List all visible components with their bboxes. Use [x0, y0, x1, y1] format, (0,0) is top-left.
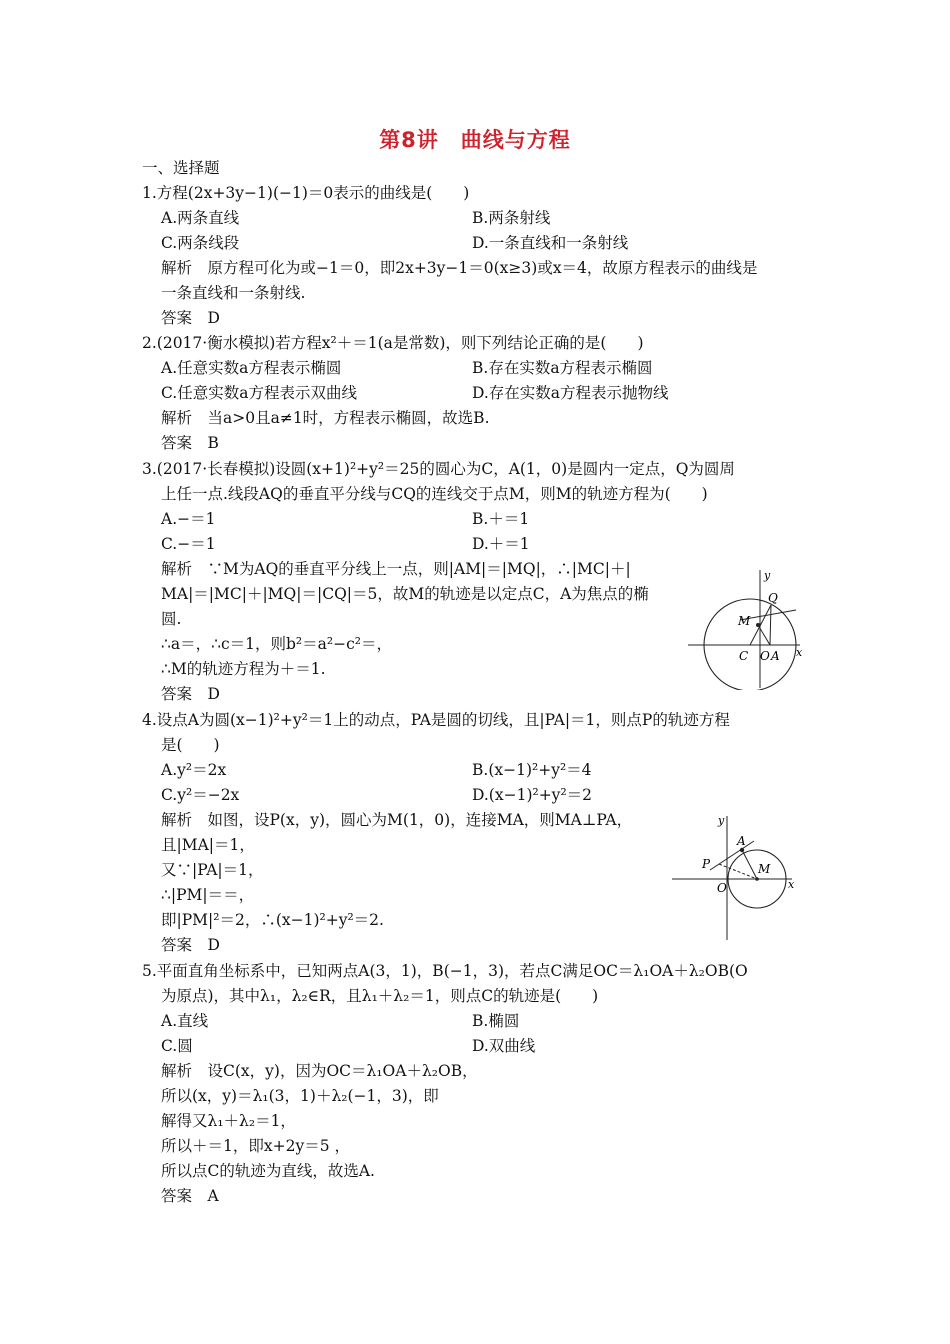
q3-option-d: D.＋＝1 — [472, 535, 530, 553]
point-m — [756, 623, 760, 627]
point-a — [740, 848, 744, 852]
q1-stem: 1.方程(2x+3y−1)(−1)＝0表示的曲线是( ) — [142, 184, 470, 202]
q1-option-d: D.一条直线和一条射线 — [472, 234, 629, 252]
point-p-label: P — [702, 857, 711, 871]
q5-solution-line: 所以(x，y)＝λ₁(3，1)＋λ₂(−1，3)，即 — [161, 1087, 439, 1105]
q1-option-b: B.两条射线 — [472, 209, 551, 227]
origin-label: O — [760, 649, 770, 663]
point-c-label: C — [739, 649, 749, 663]
q1-solution-line: 解析 原方程可化为或−1＝0，即2x+3y−1＝0(x≥3)或x＝4，故原方程表示的曲线是 — [161, 259, 758, 277]
segment-ma — [742, 850, 757, 879]
q2-option-a: A.任意实数a方程表示椭圆 — [161, 359, 342, 377]
q5-option-a: A.直线 — [161, 1012, 209, 1030]
q4-option-b: B.(x−1)²+y²＝4 — [472, 761, 592, 779]
q2-answer: 答案 B — [161, 434, 219, 452]
q1-answer: 答案 D — [161, 309, 220, 327]
q5-answer: 答案 A — [161, 1187, 219, 1205]
q3-answer: 答案 D — [161, 685, 220, 703]
y-axis-label: y — [718, 814, 725, 827]
q5-option-c: C.圆 — [161, 1037, 193, 1055]
point-m-label: M — [758, 862, 771, 876]
segment-pm — [719, 864, 757, 879]
q5-stem: 5.平面直角坐标系中，已知两点A(3，1)，B(−1，3)，若点C满足OC＝λ₁OA＋λ₂OB(O — [142, 962, 748, 980]
q4-option-c: C.y²＝−2x — [161, 786, 240, 804]
q3-solution-line: 圆. — [161, 610, 182, 628]
q4-answer: 答案 D — [161, 936, 220, 954]
y-axis-label: y — [764, 569, 771, 582]
q4-solution-line: 即|PM|²＝2，∴(x−1)²+y²＝2. — [161, 911, 384, 929]
point-q-label: Q — [768, 591, 778, 605]
q5-solution-line: 解得又λ₁＋λ₂＝1， — [161, 1112, 296, 1130]
q2-option-c: C.任意实数a方程表示双曲线 — [161, 384, 357, 402]
q2-solution-line: 解析 当a>0且a≠1时，方程表示椭圆，故选B. — [161, 409, 490, 427]
q3-solution-line: 解析 ∵M为AQ的垂直平分线上一点，则|AM|＝|MQ|，∴|MC|＋| — [161, 560, 631, 578]
tangent-line — [710, 841, 754, 870]
q3-option-c: C.−＝1 — [161, 535, 216, 553]
q4-solution-line: 解析 如图，设P(x，y)，圆心为M(1，0)，连接MA，则MA⊥PA， — [161, 811, 633, 829]
q3-solution-line: ∴M的轨迹方程为＋＝1. — [161, 660, 326, 678]
segment-aq — [770, 605, 771, 645]
q4-stem: 4.设点A为圆(x−1)²+y²＝1上的动点，PA是圆的切线，且|PA|＝1，则点P的轨迹方程 — [142, 711, 730, 729]
q4-option-a: A.y²＝2x — [161, 761, 227, 779]
point-a-label: A — [737, 834, 746, 848]
q4-solution-line: 又∵|PA|＝1， — [161, 861, 264, 879]
section-heading: 一、选择题 — [142, 159, 220, 177]
q5-solution-line: 所以＋＝1，即x+2y＝5 ， — [161, 1137, 350, 1155]
q2-option-b: B.存在实数a方程表示椭圆 — [472, 359, 653, 377]
q4-tangent-figure — [670, 812, 800, 942]
origin-label: O — [717, 881, 727, 895]
q4-solution-line: 且|MA|＝1， — [161, 836, 255, 854]
point-m — [755, 877, 759, 881]
page-title: 第8讲 曲线与方程 — [379, 128, 571, 152]
x-axis-label: x — [788, 878, 795, 891]
q4-option-d: D.(x−1)²+y²＝2 — [472, 786, 593, 804]
q5-solution-line: 所以点C的轨迹为直线，故选A. — [161, 1162, 375, 1180]
q1-option-c: C.两条线段 — [161, 234, 240, 252]
q3-option-a: A.−＝1 — [161, 510, 216, 528]
q3-option-b: B.＋＝1 — [472, 510, 530, 528]
q2-stem: 2.(2017·衡水模拟)若方程x²＋＝1(a是常数)，则下列结论正确的是( ) — [142, 334, 644, 352]
q5-option-d: D.双曲线 — [472, 1037, 536, 1055]
q1-solution-line: 一条直线和一条射线. — [161, 284, 306, 302]
q3-solution-line: MA|＝|MC|＋|MQ|＝|CQ|＝5，故M的轨迹是以定点C，A为焦点的椭 — [161, 585, 649, 603]
point-m-label: M — [738, 614, 751, 628]
q4-stem: 是( ) — [161, 736, 220, 754]
q5-stem: 为原点)，其中λ₁，λ₂∈R，且λ₁＋λ₂＝1，则点C的轨迹是( ) — [161, 987, 599, 1005]
q5-solution-line: 解析 设C(x，y)，因为OC＝λ₁OA＋λ₂OB， — [161, 1062, 478, 1080]
q3-solution-line: ∴a＝，∴c＝1，则b²＝a²−c²＝， — [161, 635, 392, 653]
q3-stem: 3.(2017·长春模拟)设圆(x+1)²+y²＝25的圆心为C，A(1，0)是圆内一定点，Q为圆周 — [142, 460, 735, 478]
q5-option-b: B.椭圆 — [472, 1012, 520, 1030]
q2-option-d: D.存在实数a方程表示抛物线 — [472, 384, 669, 402]
q1-option-a: A.两条直线 — [161, 209, 240, 227]
q3-stem: 上任一点.线段AQ的垂直平分线与CQ的连线交于点M，则M的轨迹方程为( ) — [161, 485, 708, 503]
q4-solution-line: ∴|PM|＝＝， — [161, 886, 255, 904]
q3-ellipse-figure — [688, 568, 816, 690]
x-axis-label: x — [796, 646, 803, 659]
point-a-label: A — [771, 649, 780, 663]
